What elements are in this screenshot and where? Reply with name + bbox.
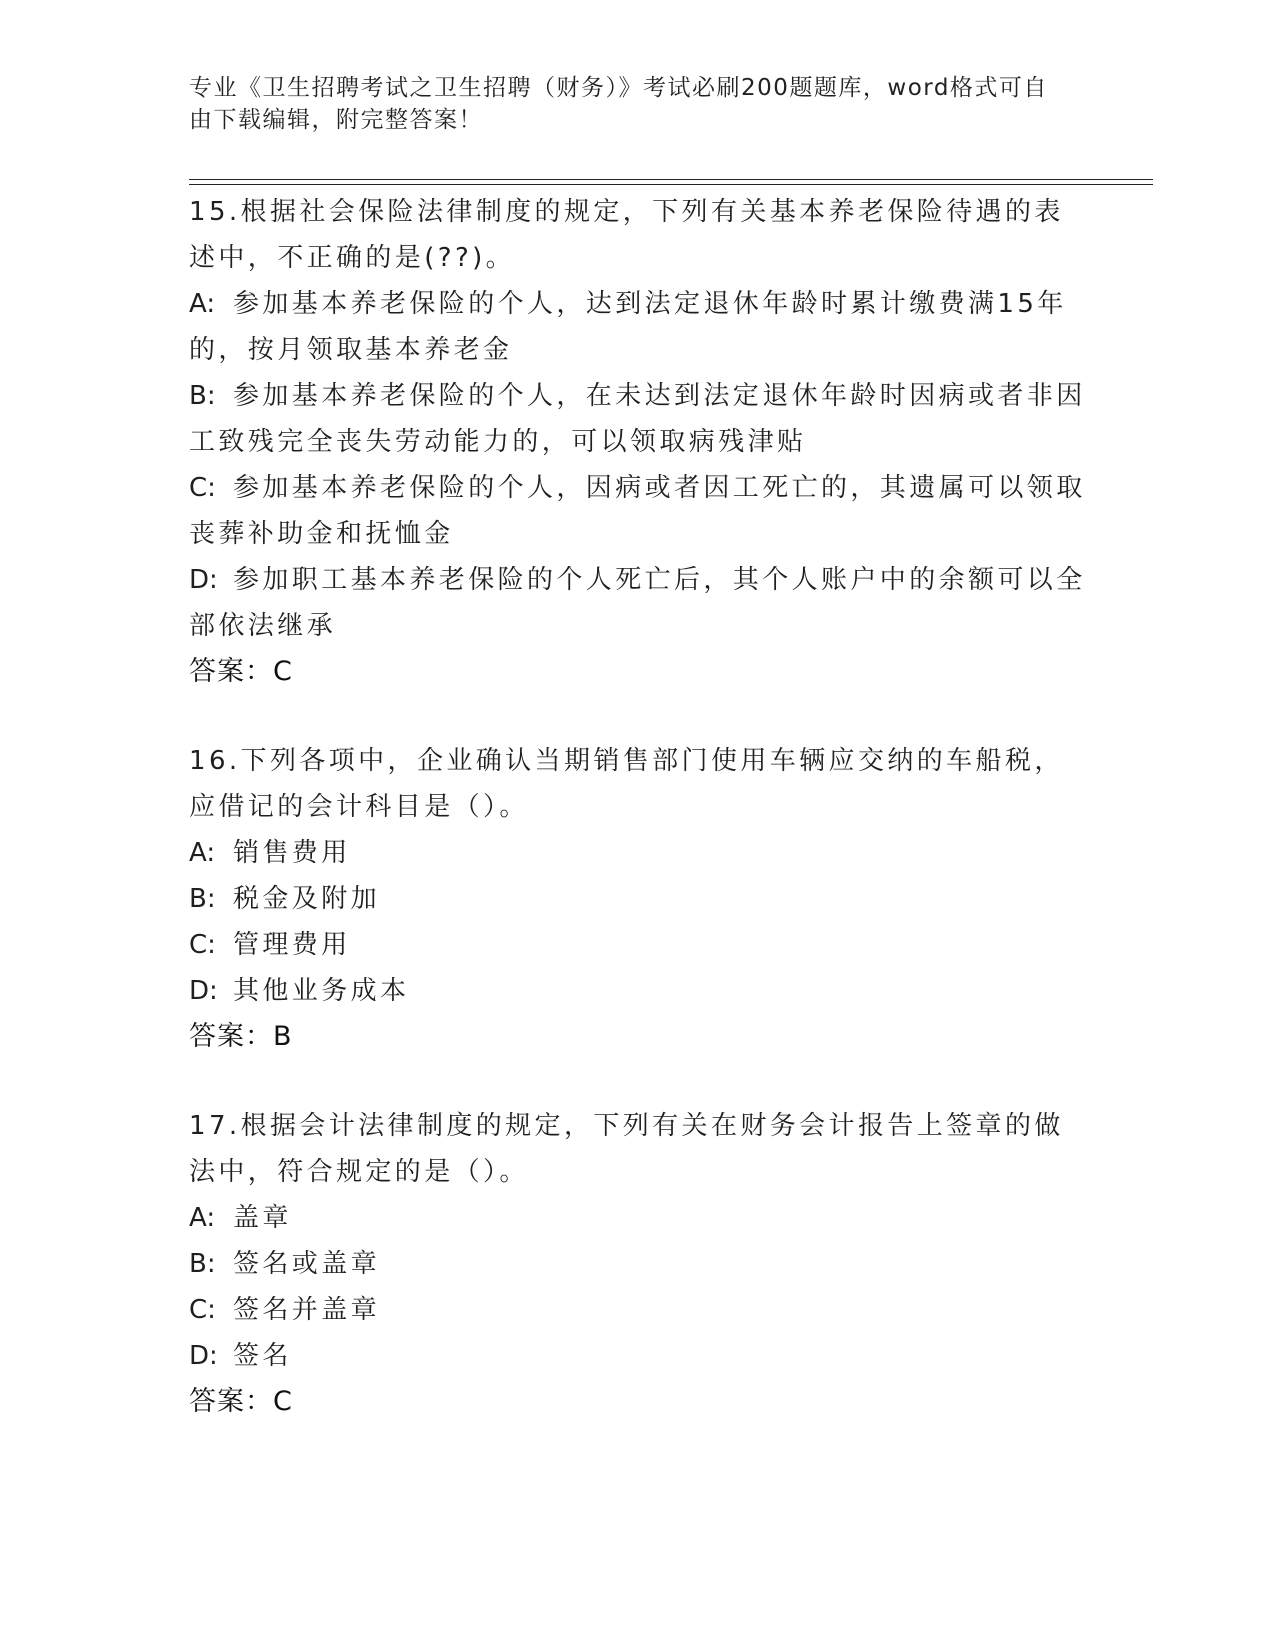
option-b — [189, 876, 1089, 922]
option-text: 签名并盖章 — [233, 1295, 381, 1325]
option-text: 税金及附加 — [233, 884, 381, 914]
option-text: 参加职工基本养老保险的个人死亡后，其个人账户中的余额可以全部依法继承 — [189, 565, 1086, 641]
option-text: 参加基本养老保险的个人，达到法定退休年龄时累计缴费满15年的，按月领取基本养老金 — [189, 289, 1067, 365]
option-label: B: — [189, 381, 216, 411]
option-d — [189, 1333, 1089, 1379]
document-header: 专业《卫生招聘考试之卫生招聘（财务）》考试必刷200题题库，word格式可自由下载编辑，附完整答案！ — [189, 75, 1048, 133]
header-divider-bottom — [189, 184, 1153, 185]
option-label: D: — [189, 976, 218, 1006]
option-a — [189, 281, 1089, 373]
option-label: C: — [189, 473, 216, 503]
option-d — [189, 968, 1089, 1014]
option-text: 参加基本养老保险的个人，在未达到法定退休年龄时因病或者非因工致残完全丧失劳动能力的，可以领取病残津贴 — [189, 381, 1086, 457]
option-text: 销售费用 — [233, 838, 351, 868]
option-label: A: — [189, 1203, 216, 1233]
option-text: 盖章 — [233, 1203, 292, 1233]
option-label: A: — [189, 289, 216, 319]
option-text: 参加基本养老保险的个人，因病或者因工死亡的，其遗属可以领取丧葬补助金和抚恤金 — [189, 473, 1086, 549]
question-15 — [189, 189, 1089, 695]
question-17 — [189, 1103, 1089, 1425]
option-a — [189, 1195, 1089, 1241]
question-stem: 16.下列各项中，企业确认当期销售部门使用车辆应交纳的车船税，应借记的会计科目是（）。 — [189, 746, 1064, 822]
question-stem: 15.根据社会保险法律制度的规定，下列有关基本养老保险待遇的表述中，不正确的是(??)。 — [189, 197, 1064, 273]
option-label: C: — [189, 930, 216, 960]
option-label: B: — [189, 884, 216, 914]
header-divider-top — [189, 179, 1153, 180]
option-a — [189, 830, 1089, 876]
question-list — [189, 189, 1089, 1425]
option-b — [189, 373, 1089, 465]
option-label: D: — [189, 565, 218, 595]
answer-line: 答案：B — [189, 1021, 293, 1052]
option-label: A: — [189, 838, 216, 868]
option-text: 其他业务成本 — [233, 976, 410, 1006]
option-c — [189, 922, 1089, 968]
option-text: 签名或盖章 — [233, 1249, 381, 1279]
option-c — [189, 1287, 1089, 1333]
answer-line: 答案：C — [189, 656, 293, 687]
question-stem: 17.根据会计法律制度的规定，下列有关在财务会计报告上签章的做法中，符合规定的是（）。 — [189, 1111, 1064, 1187]
option-label: B: — [189, 1249, 216, 1279]
option-d — [189, 557, 1089, 649]
option-label: D: — [189, 1341, 218, 1371]
option-b — [189, 1241, 1089, 1287]
option-c — [189, 465, 1089, 557]
option-text: 签名 — [233, 1341, 292, 1371]
option-label: C: — [189, 1295, 216, 1325]
question-16 — [189, 738, 1089, 1060]
answer-line: 答案：C — [189, 1386, 293, 1417]
option-text: 管理费用 — [233, 930, 351, 960]
